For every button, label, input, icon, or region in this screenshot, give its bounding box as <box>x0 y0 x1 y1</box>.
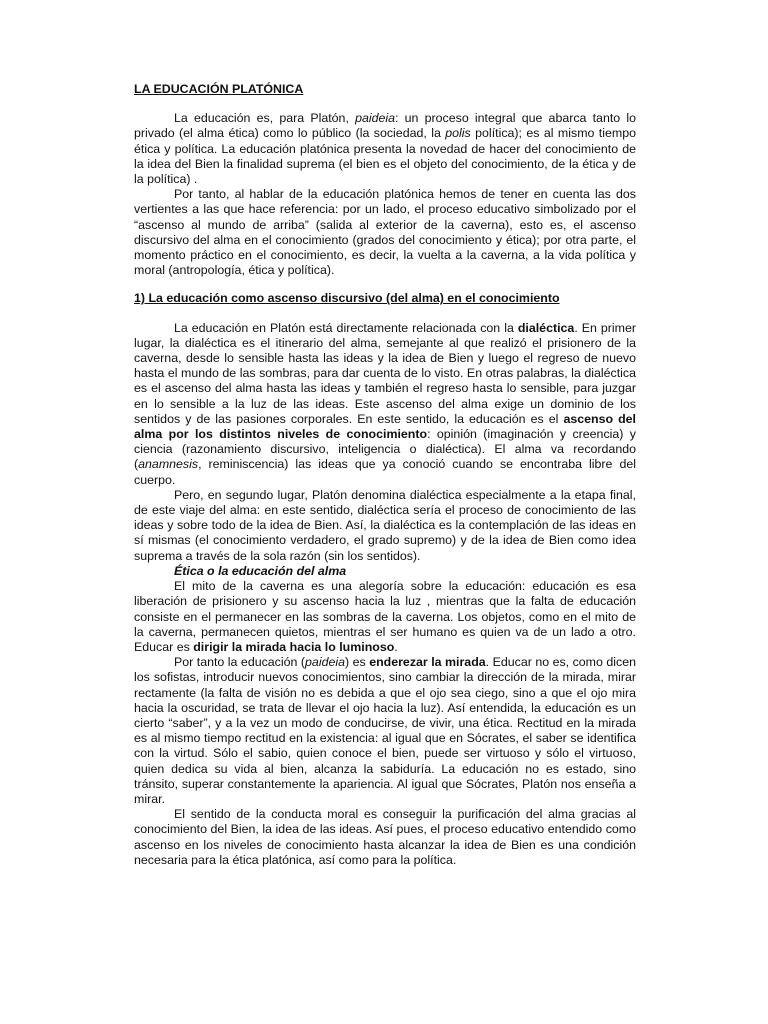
section-paragraph-4 <box>134 655 636 807</box>
bold-term: ascenso del alma por los distintos niveles de conocimiento <box>134 411 636 442</box>
text-run: . <box>394 639 398 654</box>
text-run: política); es al mismo tiempo ética y política. La educación platónica presenta la novedad de hacer del conocimiento de la idea del Bien la finalidad suprema (el bien es el objeto del conocimiento, de la ética y de la política) . <box>134 126 636 187</box>
document-page <box>134 82 636 868</box>
italic-term: paideia <box>305 655 345 670</box>
section-heading: 1) La educación como ascenso discursivo (del alma) en el conocimiento <box>134 291 560 306</box>
section-paragraph-2: Pero, en segundo lugar, Platón denomina dialéctica especialmente a la etapa final, de este viaje del alma: en este sentido, dialéctica sería el proceso de conocimiento de las ideas y sobre todo de la idea de Bien. Así, la dialéctica es la contemplación de las ideas en sí mismas (el conocimiento verdadero, el grado supremo) y de la idea de Bien como idea suprema a través de la sola razón (sin los sentidos). <box>134 487 636 563</box>
bold-term: dialéctica <box>517 320 575 335</box>
text-run: : un proceso integral que abarca tanto lo privado (el alma ética) como lo público (la sociedad, la <box>134 111 636 141</box>
text-run: La educación es, para Platón, <box>174 111 356 126</box>
section-paragraph-1 <box>134 321 636 488</box>
bold-term: enderezar la mirada <box>369 655 486 670</box>
italic-term: paideia <box>355 111 396 126</box>
document-title: LA EDUCACIÓN PLATÓNICA <box>134 82 304 96</box>
text-run: , reminiscencia) las ideas que ya conoció cuando se encontraba libre del cuerpo. <box>134 457 636 487</box>
italic-term: polis <box>445 126 471 141</box>
text-run: . En primer lugar, la dialéctica es el itinerario del alma, semejante al que realizó el prisionero de la caverna, desde lo sensible hasta las ideas y la idea de Bien y luego el regreso de nuevo hasta el mundo de las sombras, para dar cuenta de lo visto. En otras palabras, la dialéctica es el ascenso del alma hasta las ideas y también el regreso hasta lo sensible, para juzgar en lo sensible a la luz de las ideas. Este ascenso del alma exige un dominio de los sentidos y de las pasiones corporales. En este sentido, la educación es el <box>134 320 636 426</box>
intro-paragraph-2: Por tanto, al hablar de la educación platónica hemos de tener en cuenta las dos vertientes a las que hace referencia: por un lado, el proceso educativo simbolizado por el “ascenso al mundo de arriba” (salida al exterior de la caverna), esto es, el ascenso discursivo del alma en el conocimiento (grados del conocimiento y ética); por otra parte, el momento práctico en el conocimiento, es decir, la vuelta a la caverna, a la vida política y moral (antropología, ética y política). <box>134 187 636 278</box>
bold-term: dirigir la mirada hacia lo luminoso <box>193 639 395 654</box>
text-run: La educación en Platón está directamente relacionada con la <box>174 320 518 335</box>
section-paragraph-3 <box>134 579 636 655</box>
text-run: . Educar no es, como dicen los sofistas, introducir nuevos conocimientos, sino cambiar la dirección de la mirada, mirar rectamente (la falta de visión no es debida a que el ojo sea ciego, sino a que el ojo mira hacia la oscuridad, se trata de llevar el ojo hacia la luz). Así entendida, la educación es un cierto “saber”, y a la vez un modo de conducirse, de vivir, una ética. Rectitud en la mirada es al mismo tiempo rectitud en la existencia: al igual que en Sócrates, el saber se identifica con la virtud. Sólo el sabio, quien conoce el bien, puede ser virtuoso y sólo el virtuoso, quien dedica su vida al bien, alcanza la sabiduría. La educación no es estado, sino tránsito, superar constantemente la apariencia. Al igual que Sócrates, Platón nos enseña a mirar. <box>134 655 636 806</box>
intro-paragraph-1 <box>134 111 636 187</box>
subheading: Ética o la educación del alma <box>174 563 347 578</box>
italic-term: anamnesis <box>138 457 199 472</box>
text-run: El mito de la caverna es una alegoría sobre la educación: educación es esa liberación de prisionero y su ascenso hacia la luz , mientras que la falta de educación consiste en el permanecer en las sombras de la caverna. Los objetos, como en el mito de la caverna, permanecen quietos, mientras el ser humano es quien va de un lado a otro. Educar es <box>134 579 636 654</box>
text-run: ) es <box>345 655 370 670</box>
text-run: : opinión (imaginación y creencia) y ciencia (razonamiento discursivo, inteligencia o dialéctica). El alma va recordando ( <box>134 427 636 472</box>
section-paragraph-5: El sentido de la conducta moral es conseguir la purificación del alma gracias al conocimiento del Bien, la idea de las ideas. Así pues, el proceso educativo entendido como ascenso en los niveles de conocimiento hasta alcanzar la idea de Bien es una condición necesaria para la ética platónica, así como para la política. <box>134 807 636 867</box>
text-run: Por tanto la educación ( <box>174 655 306 670</box>
